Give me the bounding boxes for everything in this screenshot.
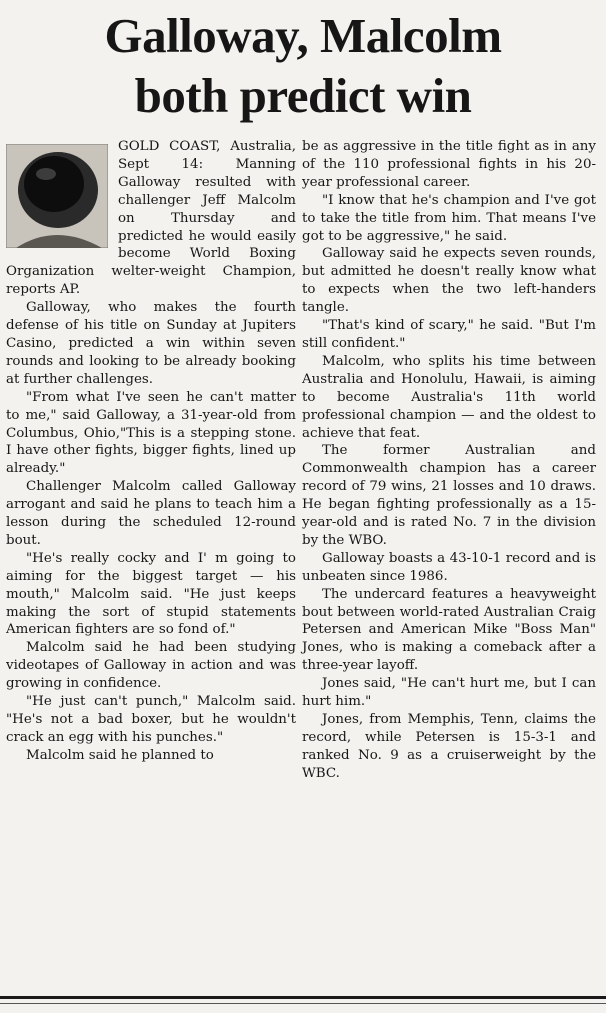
portrait-photo-graphic: [6, 144, 108, 248]
right-paragraph: Jones said, "He can't hurt me, but I can hurt him.": [302, 676, 596, 710]
left-paragraph: "He's really cocky and I' m going to aiming for the biggest target — his mouth," Malcolm said. "He just keeps making the sort of stupid statements American fighters are so fond of.": [6, 550, 296, 638]
left-paragraph: GOLD COAST, Australia, Sept 14: Manning Galloway resulted with challenger Jeff Malcolm on Thursday and predicted he would easily become World Boxing Organization welter-weight Champion, reports AP.: [6, 139, 296, 298]
bottom-rule-thin: [0, 1003, 606, 1004]
right-paragraph: Malcolm, who splits his time between Australia and Honolulu, Hawaii, is aiming to become Australia's 11th world professional champion — and the oldest to achieve that feat.: [302, 353, 596, 441]
right-paragraph: The undercard features a heavyweight bout between world-rated Australian Craig Petersen and American Mike "Boss Man" Jones, who is making a comeback after a three-year layoff.: [302, 586, 596, 674]
right-paragraph: Galloway boasts a 43-10-1 record and is unbeaten since 1986.: [302, 550, 596, 584]
bottom-rule: [0, 996, 606, 999]
right-paragraph: "I know that he's champion and I've got to take the title from him. That means I've got to be aggressive," he said.: [302, 192, 596, 244]
left-paragraph: "From what I've seen he can't matter to me," said Galloway, a 31-year-old from Columbus, Ohio,"This is a stepping stone. I have other fights, bigger fights, lined up already.": [6, 389, 296, 477]
portrait-photo-icon: [6, 144, 108, 248]
left-paragraph: Galloway, who makes the fourth defense of his title on Sunday at Jupiters Casino, predicted a win within seven rounds and looking to be already booking at further challenges.: [6, 300, 296, 387]
right-paragraph: Jones, from Memphis, Tenn, claims the record, while Petersen is 15-3-1 and ranked No. 9 as a cruiserweight by the WBC.: [302, 712, 596, 781]
headline-line-1: Galloway, Malcolm: [104, 8, 502, 63]
right-paragraph: "That's kind of scary," he said. "But I'm still confident.": [302, 318, 596, 351]
article-column-left: [6, 138, 296, 765]
left-paragraph: Malcolm said he planned to: [26, 747, 214, 763]
left-paragraph: "He just can't punch," Malcolm said. "He's not a bad boxer, but he wouldn't crack an egg with his punches.": [6, 694, 296, 745]
right-paragraph: Galloway said he expects seven rounds, but admitted he doesn't really know what to expects when the two left-handers tangle.: [302, 246, 596, 316]
headline: [0, 6, 606, 126]
right-paragraph: The former Australian and Commonwealth champion has a career record of 79 wins, 21 losses and 10 draws. He began fighting professionally as a 15-year-old and is rated No. 7 in the division by the WBO.: [302, 443, 596, 548]
headline-line-2: both predict win: [134, 68, 472, 123]
right-paragraph: be as aggressive in the title fight as in any of the 110 professional fights in his 20-year professional career.: [302, 139, 596, 190]
left-paragraph: Challenger Malcolm called Galloway arrogant and said he plans to teach him a lesson during the scheduled 12-round bout.: [6, 479, 296, 548]
left-paragraph: Malcolm said he had been studying videotapes of Galloway in action and was growing in confidence.: [6, 640, 296, 692]
article-column-right: [302, 138, 596, 783]
